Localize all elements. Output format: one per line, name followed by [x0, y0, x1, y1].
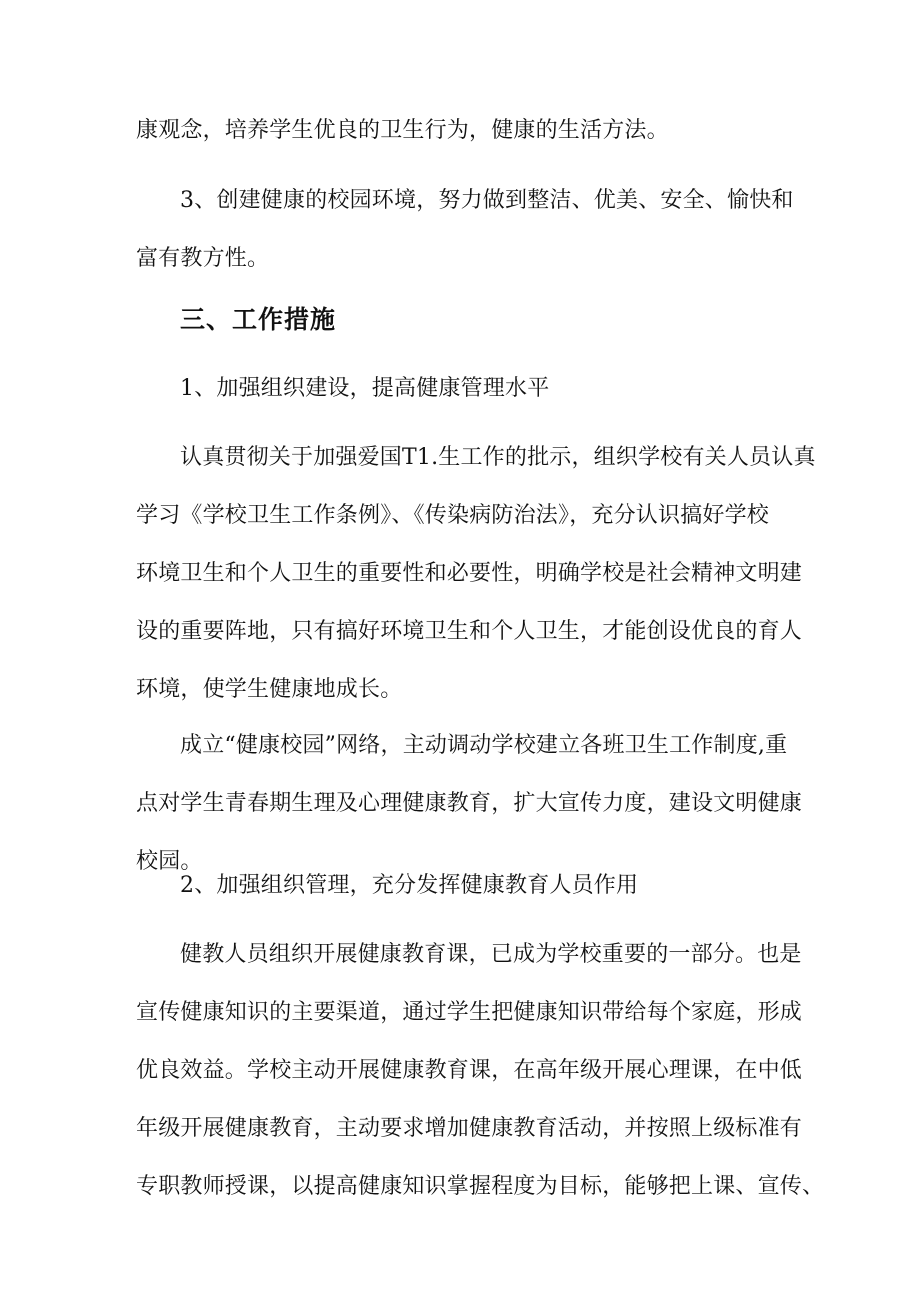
text-line: 优良效益。学校主动开展健康教育课，在高年级开展心理课，在中低: [136, 1058, 803, 1083]
text-line: 专职教师授课，以提高健康知识掌握程度为目标，能够把上课、宣传、: [136, 1174, 825, 1199]
text-line: 认真贯彻关于加强爱国T1.生工作的批示，组织学校有关人员认真: [180, 445, 816, 470]
text-line: 环境，使学生健康地成长。: [136, 677, 403, 702]
text-line: 3、创建健康的校园环境，努力做到整洁、优美、安全、愉快和: [180, 188, 794, 213]
text-line: 校园。: [136, 849, 203, 874]
subheading-organization-building: [136, 360, 796, 418]
text-line: 2、加强组织管理，充分发挥健康教育人员作用: [180, 873, 639, 898]
text-line: 富有教方性。: [136, 246, 270, 271]
paragraph-health-concept: [136, 102, 796, 160]
paragraph-implement-instructions: [136, 429, 816, 719]
text-line: 宣传健康知识的主要渠道，通过学生把健康知识带给每个家庭，形成: [136, 1000, 803, 1025]
text-line: 年级开展健康教育，主动要求增加健康教育活动，并按照上级标准有: [136, 1116, 803, 1141]
text-line: 健教人员组织开展健康教育课，已成为学校重要的一部分。也是: [180, 942, 802, 967]
text-line: 设的重要阵地，只有搞好环境卫生和个人卫生，才能创设优良的育人: [136, 619, 803, 644]
paragraph-health-education-classes: [136, 926, 825, 1216]
text-line: 点对学生青春期生理及心理健康教育，扩大宣传力度，建设文明健康: [136, 791, 803, 816]
subheading-organization-management: [136, 857, 796, 915]
text-line: 学习《学校卫生工作条例》、《传染病防治法》，充分认识搞好学校: [136, 503, 770, 528]
text-line: 成立“健康校园”网络，主动调动学校建立各班卫生工作制度,重: [180, 733, 788, 758]
text-line: 康观念，培养学生优良的卫生行为，健康的生活方法。: [136, 118, 669, 143]
text-line: 环境卫生和个人卫生的重要性和必要性，明确学校是社会精神文明建: [136, 561, 803, 586]
paragraph-campus-environment: [136, 172, 796, 288]
section-heading-work-measures: 三、工作措施: [180, 305, 337, 334]
text-line: 1、加强组织建设，提高健康管理水平: [180, 376, 550, 401]
